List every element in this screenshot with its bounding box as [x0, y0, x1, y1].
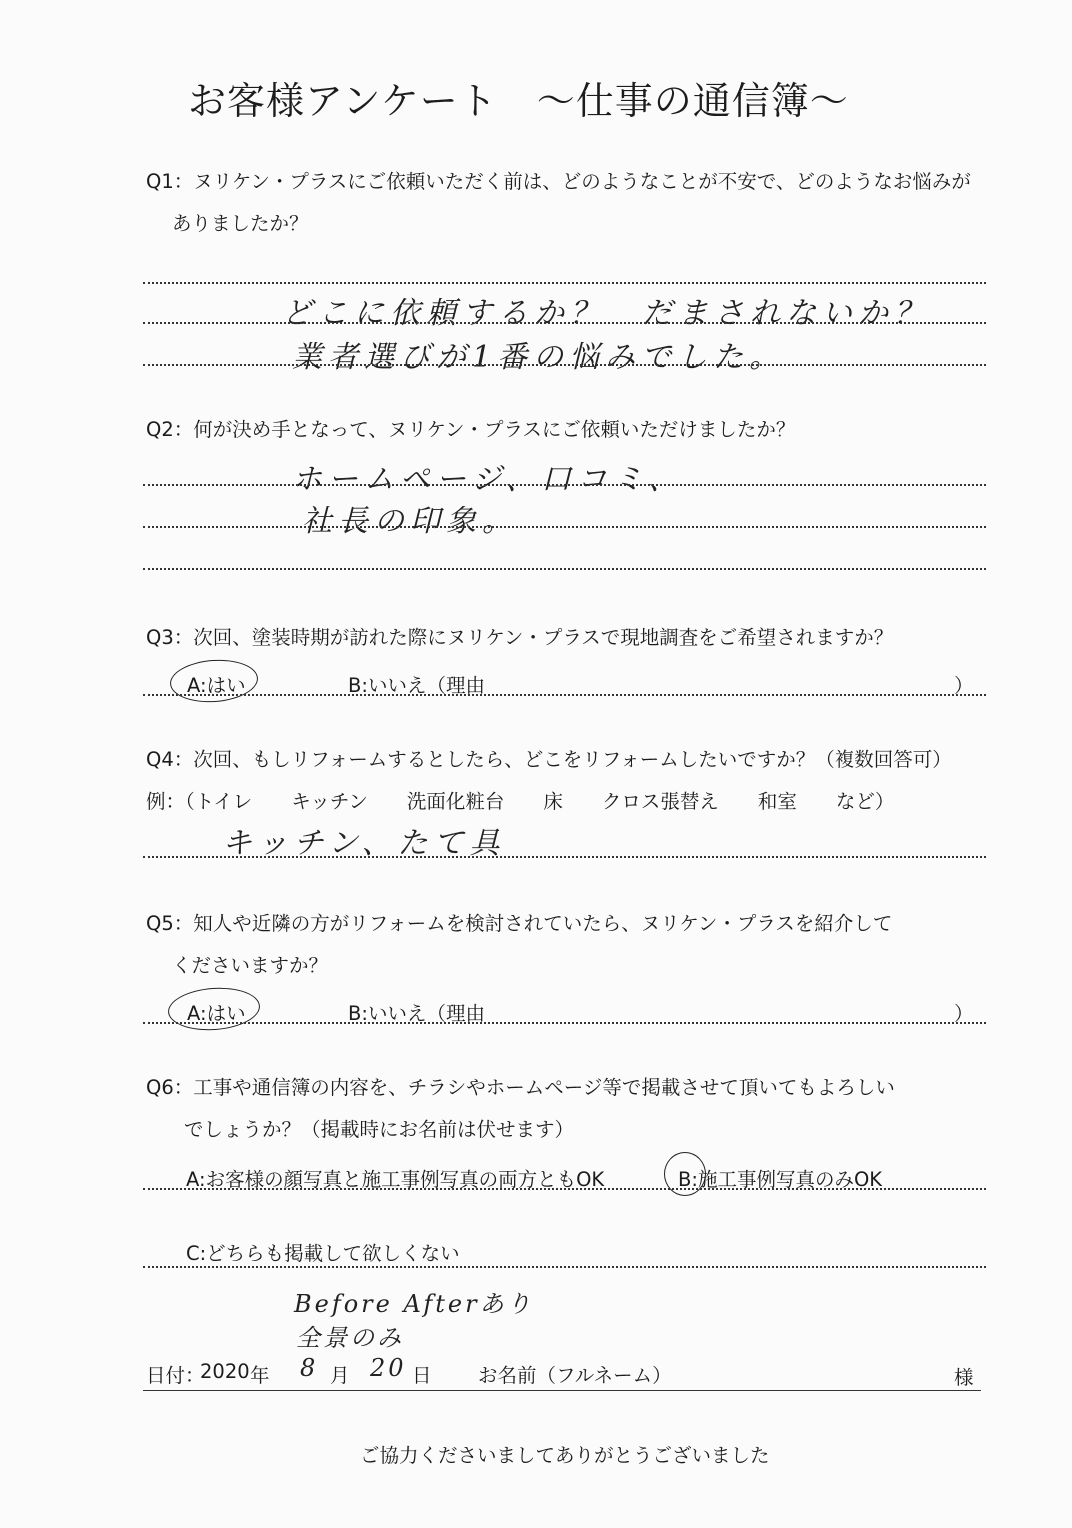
q2-answer-text-line2: 社長の印象。 [302, 504, 518, 539]
q5-answer-line [143, 1022, 986, 1024]
q3-option-b: B:いいえ（理由 [348, 674, 485, 697]
q6-option-a: A:お客様の顔写真と施工事例写真の両方ともOK [186, 1168, 605, 1191]
q5-close-paren: ） [954, 1002, 974, 1025]
date-year-unit: 年 [250, 1364, 270, 1387]
q2-answer-line-2 [143, 526, 986, 528]
q2-answer-text-line1: ホームページ、口コミ、 [292, 462, 684, 497]
q2-question: Q2：何が決め手となって、ヌリケン・プラスにご依頼いただけましたか？ [146, 418, 796, 441]
date-month: 8 [300, 1354, 319, 1382]
q3-answer-line [143, 694, 986, 696]
q6-note-line1: Before Afterあり [294, 1290, 534, 1318]
q5-question-line2: くださいますか？ [172, 954, 329, 977]
q1-answer-text-line1: どこに依頼するか？ だまされないか？ [282, 296, 930, 331]
q6-answer-line-2 [143, 1266, 986, 1268]
page-title: お客様アンケート ～仕事の通信簿～ [188, 79, 849, 123]
date-label: 日付： [146, 1364, 205, 1387]
q1-answer-text-line2: 業者選びが1番の悩みでした。 [292, 340, 786, 375]
q2-answer-line-3 [143, 568, 986, 570]
q3-close-paren: ） [954, 674, 974, 697]
q6-answer-line-1 [143, 1188, 986, 1190]
q1-question-line1: Q1：ヌリケン・プラスにご依頼いただく前は、どのようなことが不安で、どのようなお悩みが [146, 170, 971, 193]
q4-question: Q4：次回、もしリフォームするとしたら、どこをリフォームしたいですか？（複数回答可） [146, 748, 952, 771]
q6-question-line2: でしょうか？（掲載時にお名前は伏せます） [184, 1118, 575, 1141]
q4-answer-line [143, 856, 986, 858]
date-name-underline [143, 1390, 981, 1391]
q6-option-b: B:施工事例写真のみOK [678, 1168, 883, 1191]
q1-answer-line-2 [143, 322, 986, 324]
q3-question: Q3：次回、塗装時期が訪れた際にヌリケン・プラスで現地調査をご希望されますか？ [146, 626, 894, 649]
q2-answer-line-1 [143, 484, 986, 486]
thanks-message: ご協力くださいましてありがとうございました [360, 1444, 770, 1467]
name-label: お名前（フルネーム） [478, 1364, 672, 1387]
q3-option-a: A:はい [187, 674, 246, 697]
q5-question-line1: Q5：知人や近隣の方がリフォームを検討されていたら、ヌリケン・プラスを紹介して [146, 912, 893, 935]
q1-answer-line-3 [143, 364, 986, 366]
q4-examples: 例：（トイレ キッチン 洗面化粧台 床 クロス張替え 和室 など） [146, 790, 895, 813]
q6-note-line2: 全景のみ [296, 1324, 404, 1352]
q6-option-c: C:どちらも掲載して欲しくない [186, 1242, 460, 1265]
q1-answer-line-1 [143, 282, 986, 284]
date-day: 20 [370, 1354, 407, 1382]
q4-answer-text: キッチン、たて具 [222, 826, 506, 861]
date-day-unit: 日 [412, 1364, 432, 1387]
q5-option-a: A:はい [187, 1002, 246, 1025]
q1-question-line2: ありましたか？ [172, 212, 309, 235]
honorific: 様 [954, 1366, 974, 1389]
q6-question-line1: Q6：工事や通信簿の内容を、チラシやホームページ等で掲載させて頂いてもよろしい [146, 1076, 895, 1099]
q5-option-b: B:いいえ（理由 [348, 1002, 485, 1025]
date-month-unit: 月 [330, 1364, 350, 1387]
date-year: 2020 [200, 1360, 250, 1383]
